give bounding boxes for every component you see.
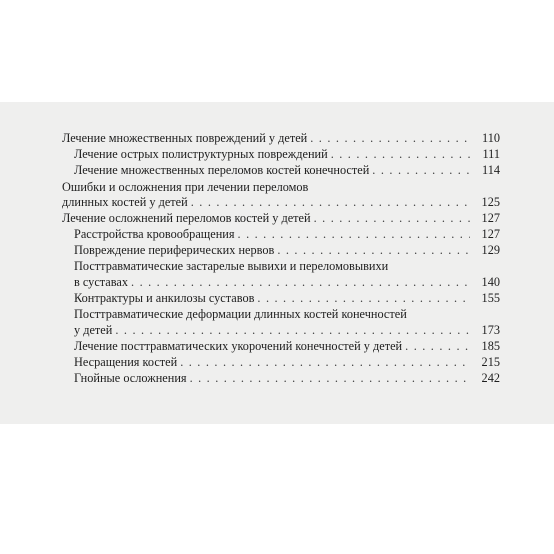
- toc-entry-page: 185: [481, 339, 500, 353]
- toc-entry: [74, 339, 500, 354]
- toc-entry-title: Гнойные осложнения: [74, 371, 187, 385]
- toc-entry: [74, 291, 500, 306]
- toc-entry-title: Лечение множественных повреждений у детей: [62, 131, 308, 145]
- dot-leader: [191, 195, 470, 210]
- toc-entry: [74, 355, 500, 370]
- toc-entry-title: длинных костей у детей: [62, 195, 188, 209]
- toc-entry: [62, 131, 500, 146]
- toc-entry: [74, 371, 500, 386]
- toc-entry-page: 215: [481, 355, 500, 369]
- toc-entry: [74, 227, 500, 242]
- toc-entry-page: 114: [482, 163, 500, 177]
- dot-leader: [372, 163, 470, 178]
- toc-entry: [74, 163, 500, 178]
- toc-entry-title: Расстройства кровообращения: [74, 227, 235, 241]
- dot-leader: [405, 339, 470, 354]
- dot-leader: [314, 211, 470, 226]
- toc-entry-page: 129: [481, 243, 500, 257]
- toc-entry-title: Посттравматические деформации длинных костей конечностей: [74, 307, 407, 321]
- toc-entry-title: Несращения костей: [74, 355, 178, 369]
- toc-entry-page: 173: [481, 323, 500, 337]
- dot-leader: [180, 355, 470, 370]
- toc-entry-title: у детей: [74, 323, 113, 337]
- toc-entry-title: Повреждение периферических нервов: [74, 243, 275, 257]
- toc-entry: [74, 323, 500, 338]
- toc-entry-title: Ошибки и осложнения при лечении переломов: [62, 180, 309, 194]
- toc-entry-page: 140: [481, 275, 500, 289]
- dot-leader: [131, 275, 470, 290]
- dot-leader: [331, 147, 470, 162]
- dot-leader: [310, 131, 470, 146]
- toc-entry-title: Лечение посттравматических укорочений конечностей у детей: [74, 339, 403, 353]
- toc-entry-title: Лечение острых полиструктурных повреждений: [74, 147, 328, 161]
- toc-entry-page: 125: [481, 195, 500, 209]
- toc-entry-page: 127: [481, 227, 500, 241]
- dot-leader: [238, 227, 470, 242]
- toc-entry: [62, 195, 500, 210]
- dot-leader: [190, 371, 470, 386]
- toc-entry-page: 127: [481, 211, 500, 225]
- toc-entry: [74, 275, 500, 290]
- toc-entry-title: Лечение множественных переломов костей конечностей: [74, 163, 370, 177]
- toc-entry-page: 155: [481, 291, 500, 305]
- dot-leader: [277, 243, 470, 258]
- toc-entry-title: Лечение осложнений переломов костей у детей: [62, 211, 311, 225]
- toc-entry: [62, 211, 500, 226]
- toc-entry-title: Посттравматические застарелые вывихи и переломовывихи: [74, 259, 389, 273]
- toc-entry-page: 242: [481, 371, 500, 385]
- toc-entry-title: Контрактуры и анкилозы суставов: [74, 291, 255, 305]
- toc-entry: [74, 243, 500, 258]
- toc-entry-title: в суставах: [74, 275, 129, 289]
- dot-leader: [115, 323, 470, 338]
- toc-entry-page: 110: [482, 131, 500, 145]
- dot-leader: [257, 291, 470, 306]
- toc-entry: [74, 147, 500, 162]
- toc-entry-page: 111: [482, 147, 500, 161]
